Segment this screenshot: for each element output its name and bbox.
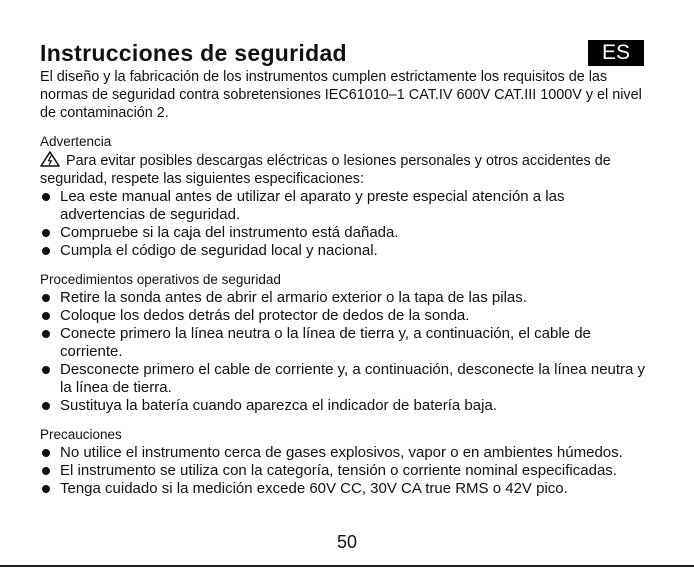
list-item: Conecte primero la línea neutra o la línea de tierra y, a continuación, el cable de corriente.	[40, 325, 646, 361]
precautions-list	[40, 444, 646, 498]
warning-paragraph	[40, 151, 646, 188]
precautions-heading: Precauciones	[40, 427, 122, 442]
procedures-heading: Procedimientos operativos de seguridad	[40, 272, 281, 287]
list-item: El instrumento se utiliza con la categoría, tensión o corriente nominal especificadas.	[40, 462, 646, 480]
intro-paragraph: El diseño y la fabricación de los instrumentos cumplen estrictamente los requisitos de las normas de seguridad contra sobretensiones IEC61010–1 CAT.IV 600V CAT.III 1000V y el nivel de contaminación 2.	[40, 69, 642, 121]
list-item: Lea este manual antes de utilizar el aparato y preste especial atención a las advertencias de seguridad.	[40, 188, 646, 224]
page-title: Instrucciones de seguridad	[40, 40, 347, 66]
language-badge: ES	[588, 40, 644, 66]
warning-triangle-icon	[40, 151, 60, 167]
list-item: Desconecte primero el cable de corriente y, a continuación, desconecte la línea neutra y la línea de tierra.	[40, 361, 646, 397]
page-header	[40, 40, 644, 68]
warning-text: Para evitar posibles descargas eléctricas o lesiones personales y otros accidentes de seguridad, respete las siguientes especificaciones:	[40, 153, 611, 187]
procedures-list	[40, 289, 646, 415]
list-item: Tenga cuidado si la medición excede 60V CC, 30V CA true RMS o 42V pico.	[40, 480, 646, 498]
list-item: Compruebe si la caja del instrumento está dañada.	[40, 224, 646, 242]
page-content	[40, 68, 646, 498]
footer-divider	[0, 565, 694, 567]
list-item: Cumpla el código de seguridad local y nacional.	[40, 242, 646, 260]
warning-list	[40, 188, 646, 260]
list-item: No utilice el instrumento cerca de gases explosivos, vapor o en ambientes húmedos.	[40, 444, 646, 462]
list-item: Sustituya la batería cuando aparezca el indicador de batería baja.	[40, 397, 646, 415]
list-item: Coloque los dedos detrás del protector de dedos de la sonda.	[40, 307, 646, 325]
list-item: Retire la sonda antes de abrir el armario exterior o la tapa de las pilas.	[40, 289, 646, 307]
warning-heading: Advertencia	[40, 134, 112, 149]
page-number: 50	[336, 532, 358, 552]
